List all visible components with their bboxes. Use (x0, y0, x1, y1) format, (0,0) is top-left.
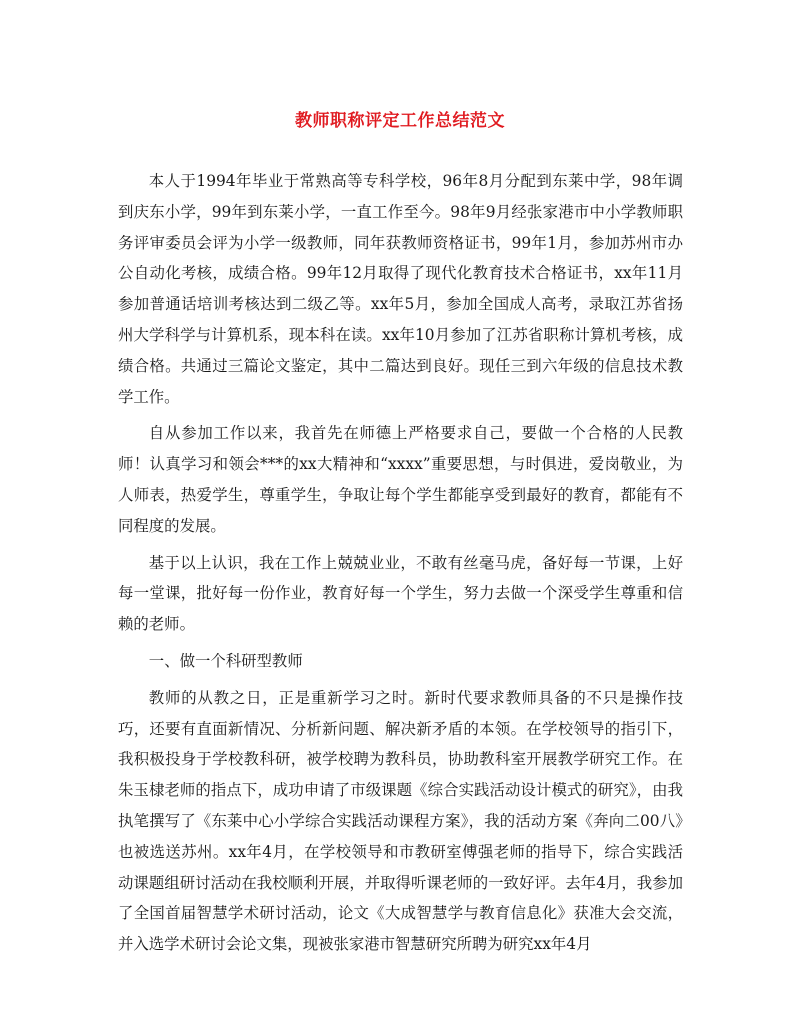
document-body (118, 166, 683, 966)
document-title: 教师职称评定工作总结范文 (295, 111, 505, 131)
section-heading-research-teacher: 一、做一个科研型教师 (148, 651, 303, 670)
paragraph-work-attitude: 基于以上认识，我在工作上兢兢业业，不敢有丝毫马虎，备好每一节课，上好每一堂课，批好每一份作业，教育好每一个学生，努力去做一个深受学生尊重和信赖的老师。 (118, 553, 683, 634)
paragraph-research-work: 教师的从教之日，正是重新学习之时。新时代要求教师具备的不只是操作技巧，还要有直面新情况、分析新问题、解决新矛盾的本领。在学校领导的指引下，我积极投身于学校教科研，被学校聘为教科员，协助教科室开展教学研究工作。在朱玉棣老师的指点下，成功申请了市级课题《综合实践活动设计模式的研究》，由我执笔撰写了《东莱中心小学综合实践活动课程方案》，我的活动方案《奔向二00八》也被选送苏州。xx年4月，在学校领导和市教研室傅强老师的指导下，综合实践活动课题组研讨活动在我校顺利开展，并取得听课老师的一致好评。去年4月，我参加了全国首届智慧学术研讨活动，论文《大成智慧学与教育信息化》获准大会交流，并入选学术研讨会论文集，现被张家港市智慧研究所聘为研究xx年4月 (118, 688, 683, 954)
paragraph-teacher-ethics: 自从参加工作以来，我首先在师德上严格要求自己，要做一个合格的人民教师！认真学习和领会***的xx大精神和“xxxx”重要思想，与时俱进，爱岗敬业，为人师表，热爱学生，尊重学生，争取让每个学生都能享受到最好的教育，都能有不同程度的发展。 (118, 424, 683, 535)
paragraph-education-history: 本人于1994年毕业于常熟高等专科学校，96年8月分配到东莱中学，98年调到庆东小学，99年到东莱小学，一直工作至今。98年9月经张家港市中小学教师职务评审委员会评为小学一级教师，同年获教师资格证书，99年1月，参加苏州市办公自动化考核，成绩合格。99年12月取得了现代化教育技术合格证书，xx年11月参加普通话培训考核达到二级乙等。xx年5月，参加全国成人高考，录取江苏省扬州大学科学与计算机系，现本科在读。xx年10月参加了江苏省职称计算机考核，成绩合格。共通过三篇论文鉴定，其中二篇达到良好。现任三到六年级的信息技术教学工作。 (118, 172, 683, 406)
